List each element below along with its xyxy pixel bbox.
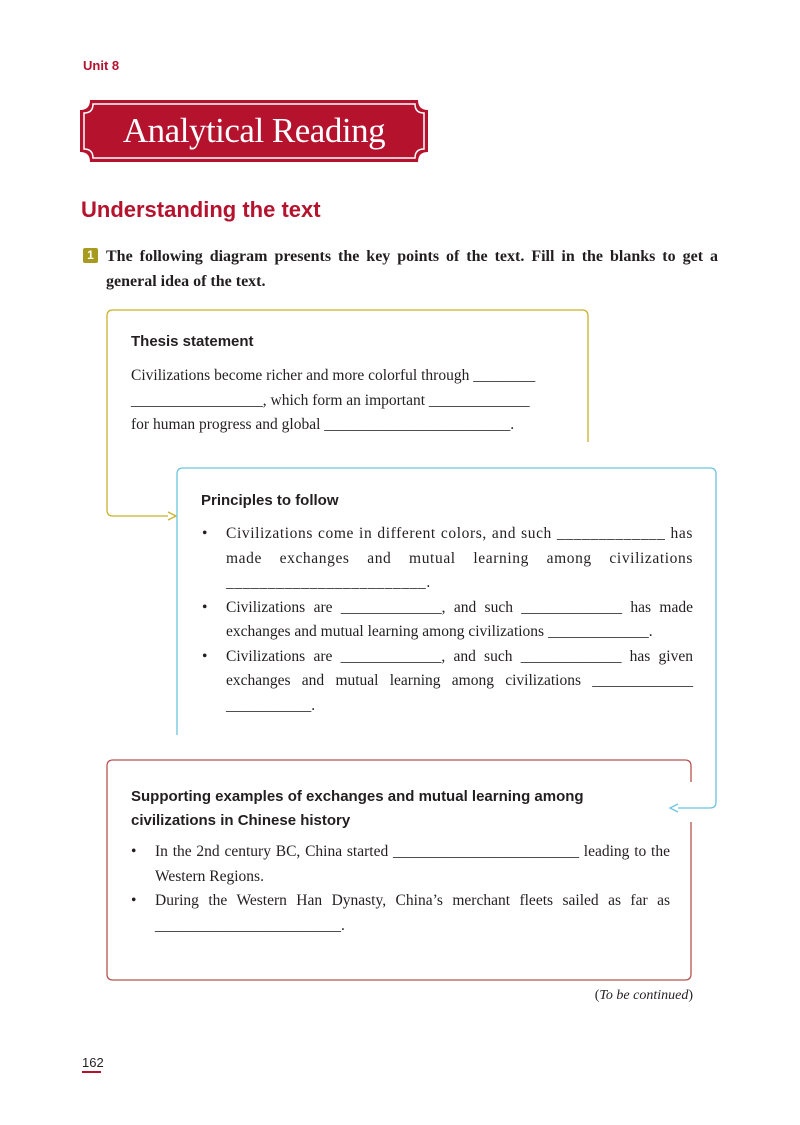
thesis-label: Thesis statement <box>131 333 254 350</box>
examples-item-1: • In the 2nd century BC, China started ________________________ leading to the Western Regions. <box>130 840 670 889</box>
question-number: 1 <box>83 248 98 263</box>
continued-open-paren: ( <box>594 988 600 1003</box>
principles-label: Principles to follow <box>201 492 339 509</box>
examples-label-line-2: civilizations in Chinese history <box>131 812 351 829</box>
thesis-line-3: for human progress and global ________________________. <box>131 416 515 433</box>
thesis-line-1: Civilizations become richer and more colorful through ________ <box>131 367 536 384</box>
examples-label <box>131 785 584 833</box>
principles-item-1: • Civilizations come in different colors, and such _____________ has made exchanges and mutual learning among civilizations ________________________. <box>201 522 693 596</box>
principles-list <box>201 522 693 718</box>
continued-close-paren: ) <box>688 988 693 1003</box>
thesis-arrow-icon <box>168 512 176 520</box>
principles-arrow-icon <box>670 804 678 812</box>
to-be-continued <box>595 988 693 1004</box>
page-number: 162 <box>82 1055 104 1070</box>
continued-text: To be continued <box>599 988 689 1003</box>
banner-title: Analytical Reading <box>122 111 386 150</box>
examples-item-2: • During the Western Han Dynasty, China’s merchant fleets sailed as far as ________________________. <box>130 889 670 938</box>
examples-label-line-1: Supporting examples of exchanges and mutual learning among <box>131 788 584 805</box>
question-instruction: The following diagram presents the key points of the text. Fill in the blanks to get a general idea of the text. <box>106 248 718 290</box>
page-number-underline <box>82 1071 101 1073</box>
examples-list <box>130 840 670 938</box>
principles-item-3: • Civilizations are _____________, and such _____________ has given exchanges and mutual learning among civilizations _____________ ___________. <box>201 645 693 719</box>
section-heading: Understanding the text <box>81 197 321 222</box>
thesis-line-2: _________________, which form an important _____________ <box>131 391 530 409</box>
unit-label: Unit 8 <box>83 58 120 73</box>
principles-item-2: • Civilizations are _____________, and such _____________ has made exchanges and mutual learning among civilizations _____________. <box>201 596 693 645</box>
thesis-text <box>131 364 571 438</box>
